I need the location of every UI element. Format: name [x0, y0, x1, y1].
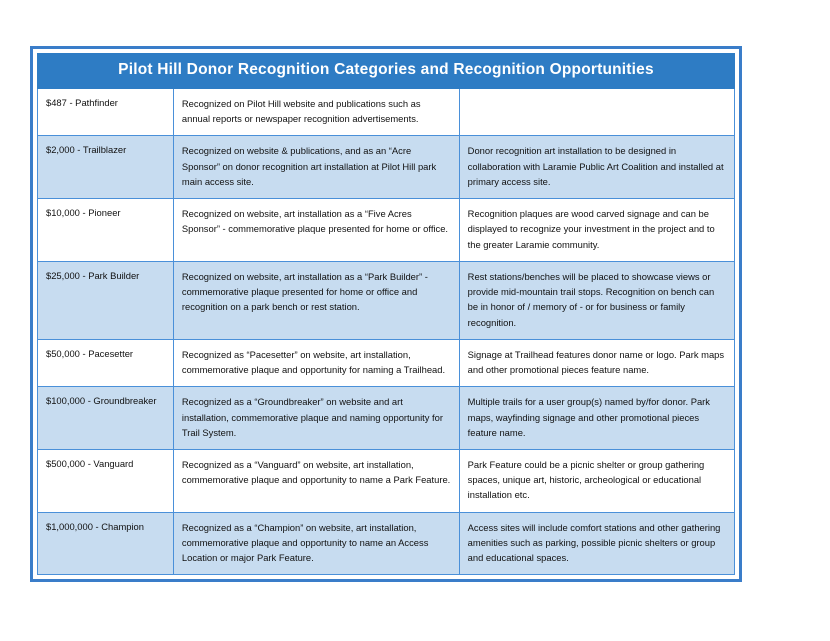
donor-level-label: $50,000 - Pacesetter: [38, 339, 174, 386]
recognition-opportunity: [459, 89, 734, 136]
donor-level-label: $100,000 - Groundbreaker: [38, 387, 174, 450]
table-row: [38, 512, 735, 575]
donor-recognition-table: [37, 53, 735, 575]
donor-level-label: $2,000 - Trailblazer: [38, 136, 174, 199]
donor-level-label: $487 - Pathfinder: [38, 89, 174, 136]
donor-level-label: $10,000 - Pioneer: [38, 199, 174, 262]
table-row: [38, 339, 735, 386]
recognition-description: Recognized as “Pacesetter” on website, art installation, commemorative plaque and opportunity for naming a Trailhead.: [173, 339, 459, 386]
table-row: [38, 261, 735, 339]
table-row: [38, 89, 735, 136]
table-row: [38, 199, 735, 262]
donor-recognition-table-frame: [30, 46, 742, 582]
recognition-description: Recognized on website, art installation as a “Park Builder” - commemorative plaque presented for home or office and recognition on a park bench or rest station.: [173, 261, 459, 339]
table-row: [38, 387, 735, 450]
recognition-opportunity: Donor recognition art installation to be designed in collaboration with Laramie Public Art Coalition and installed at primary access site.: [459, 136, 734, 199]
table-row: [38, 136, 735, 199]
recognition-description: Recognized as a “Champion” on website, art installation, commemorative plaque and opportunity to name an Access Location or major Park Feature.: [173, 512, 459, 575]
table-title-row: [38, 54, 735, 89]
recognition-opportunity: Multiple trails for a user group(s) named by/for donor. Park maps, wayfinding signage and other promotional pieces feature name.: [459, 387, 734, 450]
recognition-opportunity: Recognition plaques are wood carved signage and can be displayed to recognize your investment in the project and to the greater Laramie community.: [459, 199, 734, 262]
donor-level-label: $25,000 - Park Builder: [38, 261, 174, 339]
recognition-description: Recognized as a “Vanguard” on website, art installation, commemorative plaque and opportunity to name a Park Feature.: [173, 449, 459, 512]
donor-level-label: $1,000,000 - Champion: [38, 512, 174, 575]
recognition-opportunity: Park Feature could be a picnic shelter or group gathering spaces, unique art, historic, archeological or educational installation etc.: [459, 449, 734, 512]
recognition-opportunity: Access sites will include comfort stations and other gathering amenities such as parking, possible picnic shelters or group and educational spaces.: [459, 512, 734, 575]
recognition-opportunity: Rest stations/benches will be placed to showcase views or provide mid-mountain trail stops. Recognition on bench can be in honor of / memory of - or for business or family recognition.: [459, 261, 734, 339]
recognition-description: Recognized on website & publications, and as an “Acre Sponsor” on donor recognition art installation at Pilot Hill park main access site.: [173, 136, 459, 199]
recognition-description: Recognized on website, art installation as a “Five Acres Sponsor” - commemorative plaque presented for home or office.: [173, 199, 459, 262]
recognition-opportunity: Signage at Trailhead features donor name or logo. Park maps and other promotional pieces feature name.: [459, 339, 734, 386]
donor-level-label: $500,000 - Vanguard: [38, 449, 174, 512]
recognition-description: Recognized on Pilot Hill website and publications such as annual reports or newspaper recognition advertisements.: [173, 89, 459, 136]
table-row: [38, 449, 735, 512]
recognition-description: Recognized as a “Groundbreaker” on website and art installation, commemorative plaque and naming opportunity for Trail System.: [173, 387, 459, 450]
page-title: Pilot Hill Donor Recognition Categories and Recognition Opportunities: [38, 54, 735, 89]
